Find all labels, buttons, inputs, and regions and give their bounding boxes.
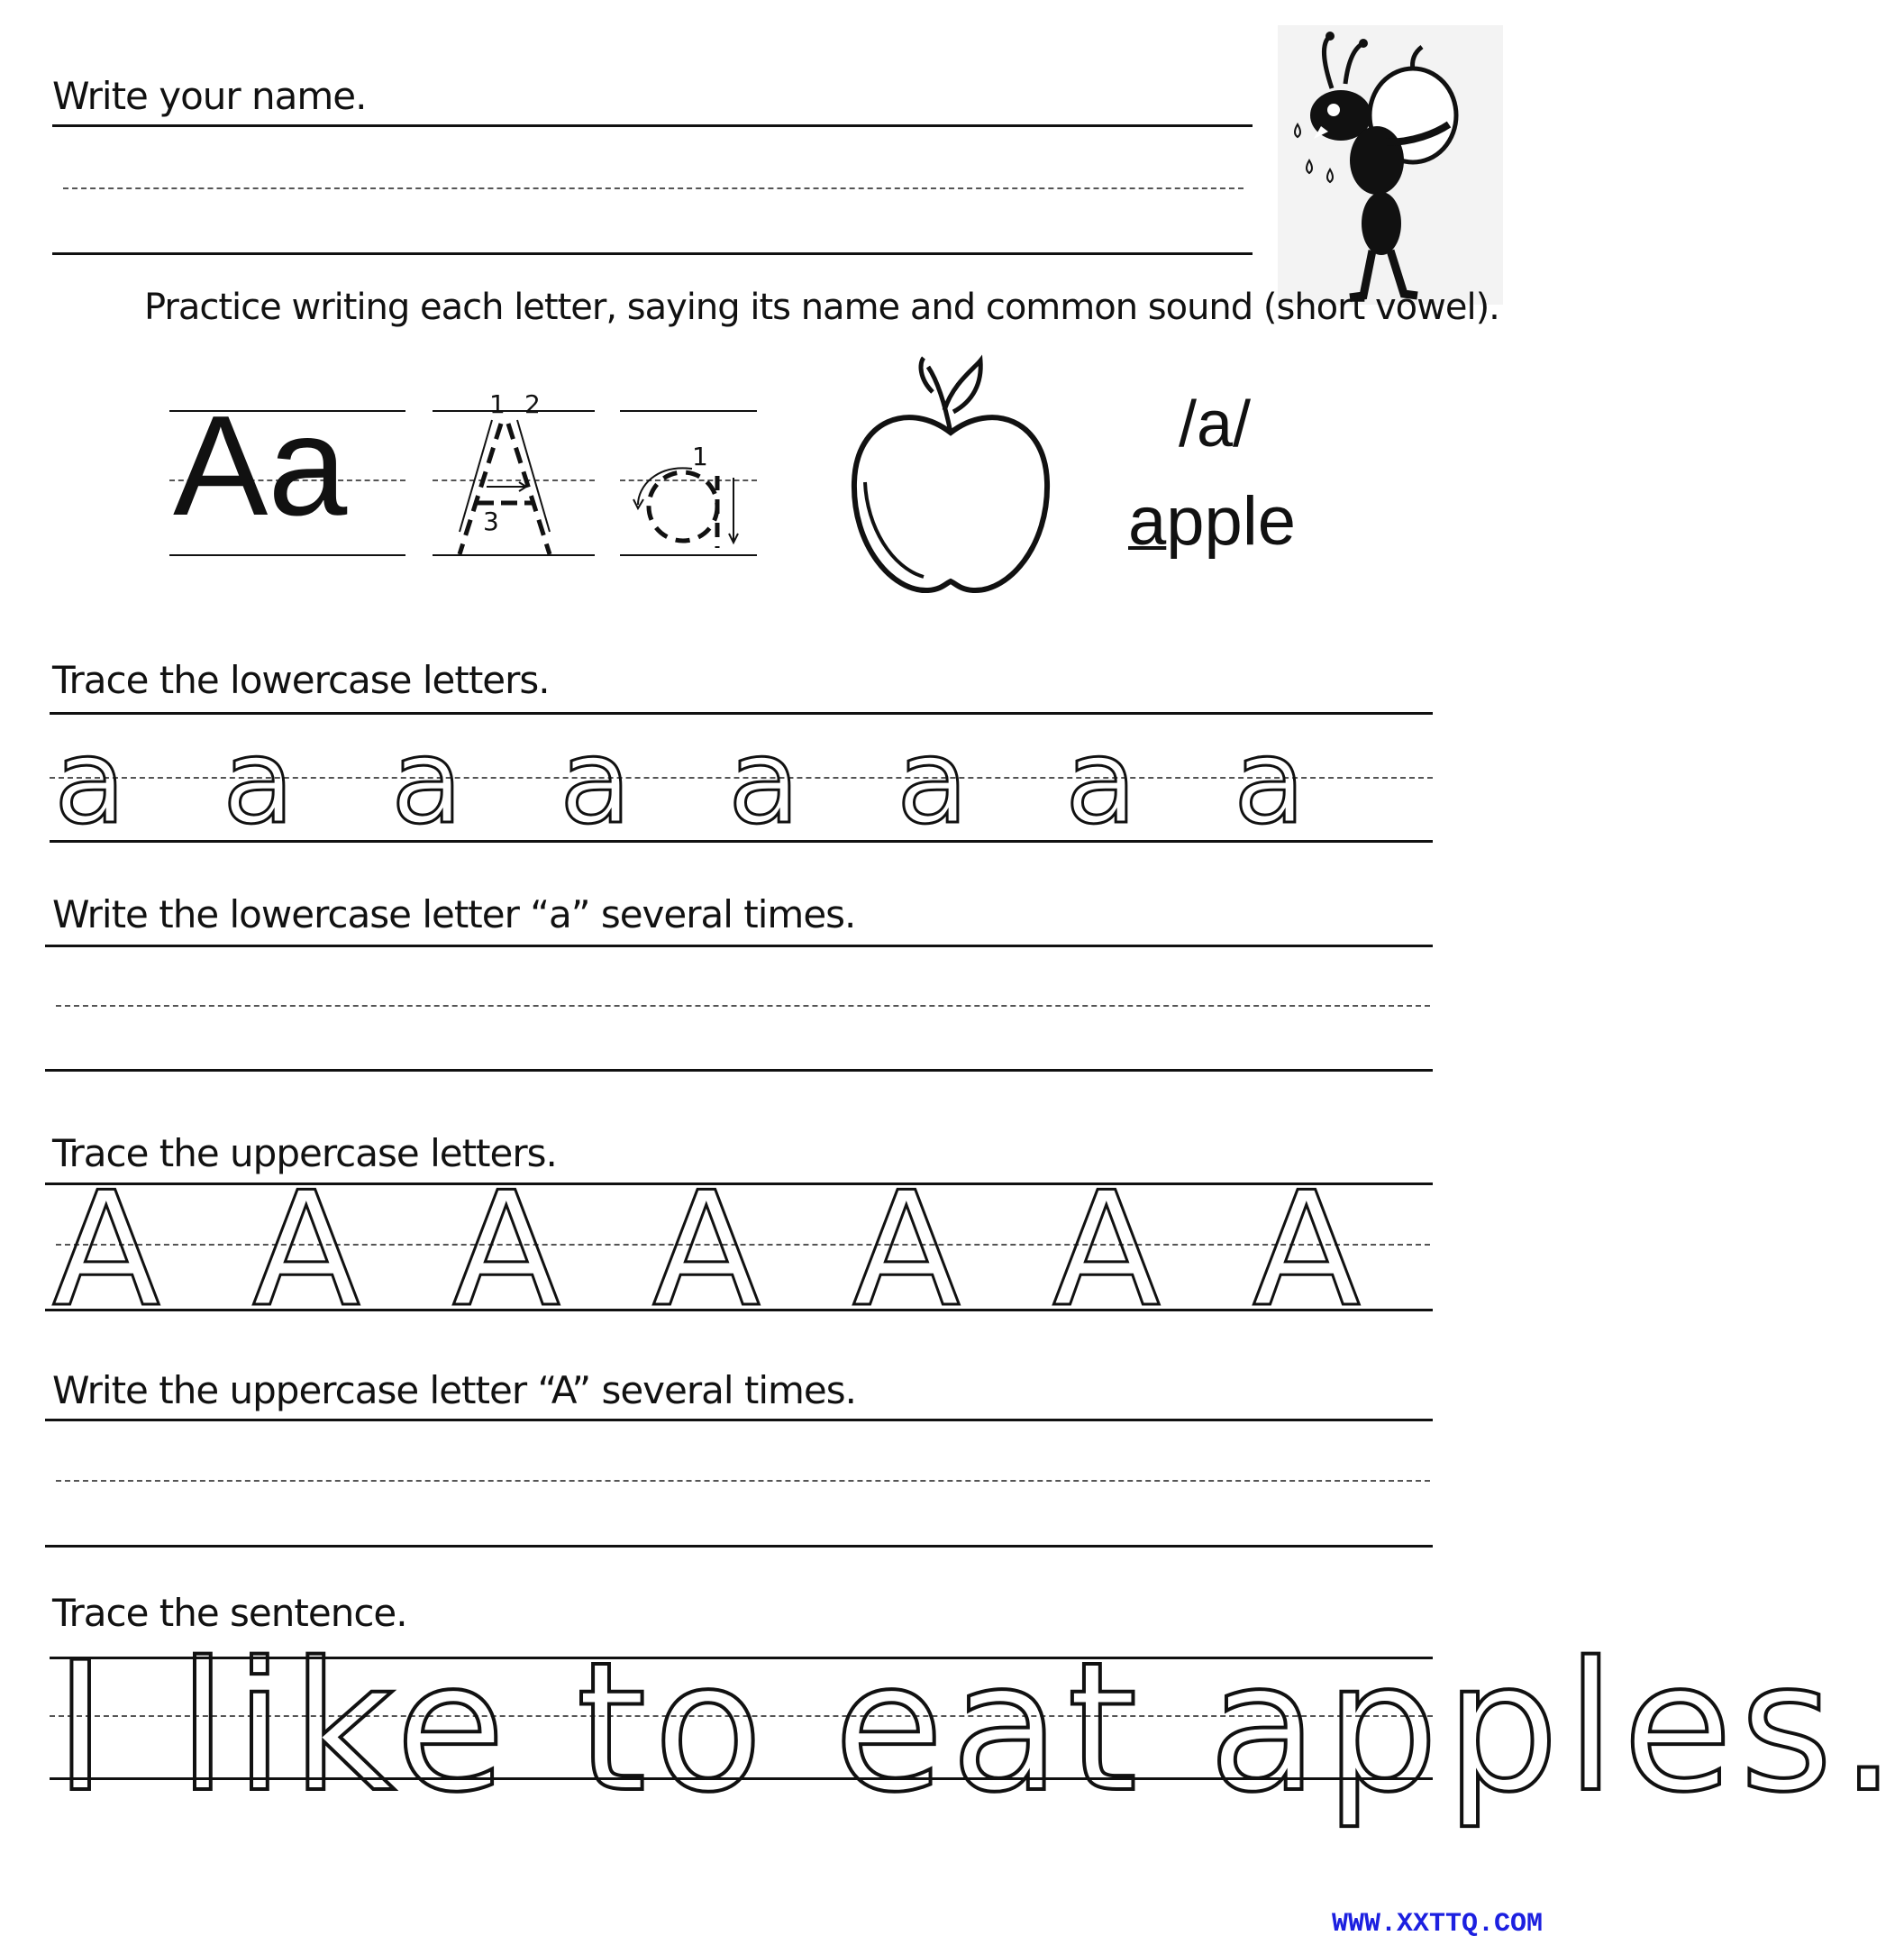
traced-lowercase-letter: a xyxy=(1234,713,1306,850)
name-label: Write your name. xyxy=(52,74,367,118)
watermark: WWW.XXTTQ.COM xyxy=(1332,1909,1544,1940)
write-lower-mid-line xyxy=(56,1005,1430,1007)
traced-uppercase-letter: A xyxy=(52,1159,160,1342)
traced-uppercase-letter: A xyxy=(452,1159,560,1342)
write-upper-mid-line xyxy=(56,1480,1430,1482)
traced-lowercase-letter: a xyxy=(391,713,463,850)
example-word xyxy=(1128,482,1296,561)
write-lower-base-line[interactable] xyxy=(45,1069,1433,1072)
name-top-line xyxy=(52,124,1253,127)
stroke-number-lower-1: 1 xyxy=(692,442,708,471)
example-word-rest: pple xyxy=(1166,483,1296,560)
model-upper-a-strokes xyxy=(433,397,595,559)
stroke-number-3: 3 xyxy=(483,507,499,536)
traced-lowercase-letter: a xyxy=(728,713,800,850)
traced-uppercase-letter: A xyxy=(1253,1159,1361,1342)
model-pair-base-line xyxy=(169,554,405,556)
stroke-number-1: 1 xyxy=(489,389,506,419)
practice-instruction: Practice writing each letter, saying its name and common sound (short vowel). xyxy=(144,287,1499,328)
ant-carrying-apple-icon xyxy=(1278,25,1503,305)
name-mid-dashed-line xyxy=(63,187,1244,189)
traced-uppercase-letter: A xyxy=(252,1159,360,1342)
traced-uppercase-letter: A xyxy=(652,1159,761,1342)
write-upper-base-line[interactable] xyxy=(45,1545,1433,1548)
traced-uppercase-letter: A xyxy=(852,1159,961,1342)
phoneme: /a/ xyxy=(1179,388,1252,461)
trace-sentence-label: Trace the sentence. xyxy=(52,1591,407,1635)
model-lower-top-line xyxy=(620,410,757,412)
traced-lowercase-letter: a xyxy=(1065,713,1137,850)
traced-lowercase-letter: a xyxy=(560,713,632,850)
name-base-line[interactable] xyxy=(52,252,1253,255)
model-letter-pair: Aa xyxy=(173,387,348,545)
traced-uppercase-letter: A xyxy=(1052,1159,1161,1342)
write-lower-label: Write the lowercase letter “a” several times. xyxy=(52,892,856,936)
traced-lowercase-letter: a xyxy=(223,713,295,850)
trace-sentence-text: I like to eat apples. xyxy=(54,1623,1904,1831)
model-lower-a-strokes xyxy=(620,451,757,559)
write-lower-top-line xyxy=(45,945,1433,947)
trace-upper-label: Trace the uppercase letters. xyxy=(52,1131,557,1175)
trace-lower-label: Trace the lowercase letters. xyxy=(52,658,550,702)
write-upper-label: Write the uppercase letter “A” several times. xyxy=(52,1368,857,1412)
example-word-first-letter: a xyxy=(1128,483,1167,560)
write-upper-top-line xyxy=(45,1419,1433,1421)
stroke-number-2: 2 xyxy=(524,389,541,419)
traced-lowercase-letter: a xyxy=(897,713,969,850)
apple-icon xyxy=(838,356,1063,608)
traced-lowercase-letter: a xyxy=(54,713,126,850)
